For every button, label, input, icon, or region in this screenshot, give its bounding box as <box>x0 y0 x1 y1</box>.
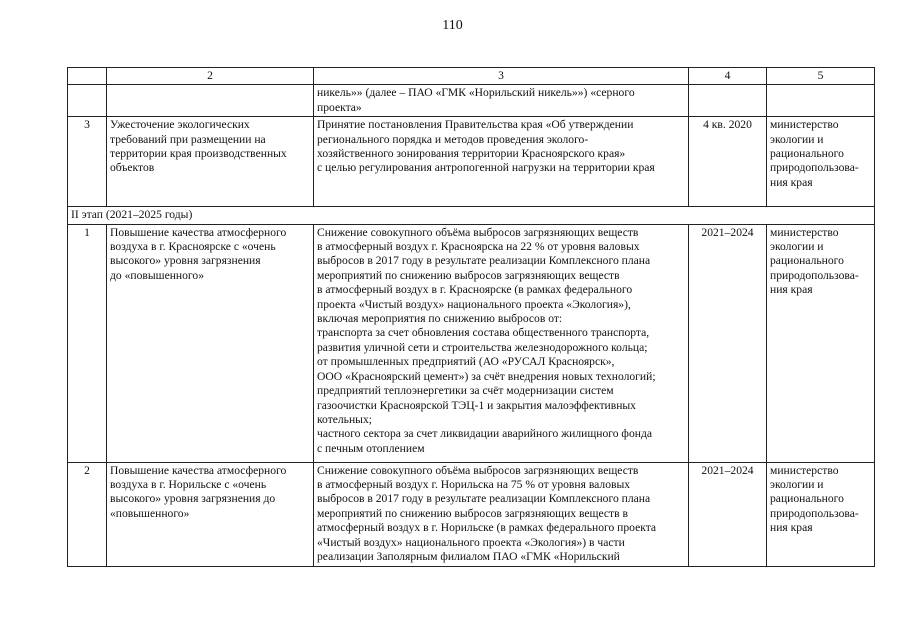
header-col-4: 4 <box>689 68 767 85</box>
period-cell: 2021–2024 <box>689 462 767 566</box>
measure-cell <box>314 117 689 207</box>
row-number: 2 <box>68 462 107 566</box>
measure-line: с целью регулирования антропогенной нагрузки на территории края <box>317 161 655 175</box>
measure-cell <box>314 224 689 462</box>
stage-label: II этап (2021–2025 годы) <box>68 207 875 224</box>
measure-line: выбросов в 2017 году в результате реализации Комплексного плана <box>317 254 651 268</box>
measure-line: предприятий теплоэнергетики за счёт модернизации систем <box>317 384 614 398</box>
row-number: 3 <box>68 117 107 207</box>
measure-cell <box>314 85 689 117</box>
measure-line: в атмосферный воздух в г. Красноярске (в рамках федерального <box>317 283 633 297</box>
table-row-3 <box>68 117 875 207</box>
table-row-stage2-2 <box>68 462 875 566</box>
measure-line: ООО «Красноярский цемент») за счёт внедрения новых технологий; <box>317 369 656 383</box>
stage-row <box>68 207 875 224</box>
measure-line: мероприятий по снижению выбросов загрязняющих веществ <box>317 268 620 282</box>
measure-line: от промышленных предприятий (АО «РУСАЛ Красноярск», <box>317 355 615 369</box>
period-cell: 4 кв. 2020 <box>689 117 767 207</box>
measure-line: мероприятий по снижению выбросов загрязняющих веществ в <box>317 506 628 520</box>
measure-line: проекта» <box>317 100 362 114</box>
measure-line: реализации Заполярным филиалом ПАО «ГМК «Норильский <box>317 550 620 564</box>
measure-line: транспорта за счет обновления состава общественного транспорта, <box>317 326 650 340</box>
cell-empty <box>68 85 107 117</box>
measure-line: частного сектора за счет ликвидации аварийного жилищного фонда <box>317 427 652 441</box>
task-cell: Ужесточение экологических требований при размещении на территории края производственных объектов <box>107 117 314 207</box>
measure-line: включая мероприятия по снижению выбросов от: <box>317 312 563 326</box>
period-cell: 2021–2024 <box>689 224 767 462</box>
row-number: 1 <box>68 224 107 462</box>
table-row-stage2-1 <box>68 224 875 462</box>
table-row-continued <box>68 85 875 117</box>
measure-line: в атмосферный воздух г. Красноярска на 22 % от уровня валовых <box>317 240 640 254</box>
measure-line: Принятие постановления Правительства края «Об утверждении <box>317 118 634 132</box>
cell-empty <box>767 85 875 117</box>
measures-table <box>67 67 875 567</box>
header-col-2: 2 <box>107 68 314 85</box>
measure-line: котельных; <box>317 412 372 426</box>
measure-cell <box>314 462 689 566</box>
measure-line: атмосферный воздух в г. Норильске (в рамках федерального проекта <box>317 521 657 535</box>
measure-line: никель»» (далее – ПАО «ГМК «Норильский никель»») «серного <box>317 86 635 100</box>
measure-line: хозяйственного зонирования территории Красноярского края» <box>317 147 626 161</box>
responsible-cell: министерство экологии и рационального природопользова- ния края <box>767 462 875 566</box>
table-header-row <box>68 68 875 85</box>
responsible-cell: министерство экологии и рационального природопользова- ния края <box>767 224 875 462</box>
header-col-1 <box>68 68 107 85</box>
cell-empty <box>107 85 314 117</box>
measure-line: «Чистый воздух» национального проекта «Экология») в части <box>317 535 625 549</box>
header-col-5: 5 <box>767 68 875 85</box>
measure-line: Снижение совокупного объёма выбросов загрязняющих веществ <box>317 225 639 239</box>
measure-line: выбросов в 2017 году в результате реализации Комплексного плана <box>317 492 651 506</box>
measure-line: развития уличной сети и строительства железнодорожного кольца; <box>317 340 648 354</box>
measure-line: проекта «Чистый воздух» национального проекта «Экология»), <box>317 297 631 311</box>
page-number: 110 <box>442 18 463 33</box>
measure-line: регионального порядка и методов проведения эколого- <box>317 132 589 146</box>
task-cell: Повышение качества атмосферного воздуха в г. Норильске с «очень высокого» уровня загрязнения до «повышенного» <box>107 462 314 566</box>
measure-line: в атмосферный воздух г. Норильска на 75 % от уровня валовых <box>317 478 631 492</box>
measure-line: с печным отоплением <box>317 441 425 455</box>
measure-line: газоочистки Красноярской ТЭЦ-1 и закрытия малоэффективных <box>317 398 636 412</box>
cell-empty <box>689 85 767 117</box>
responsible-cell: министерство экологии и рационального природопользова- ния края <box>767 117 875 207</box>
task-cell: Повышение качества атмосферного воздуха в г. Красноярске с «очень высокого» уровня загрязнения до «повышенного» <box>107 224 314 462</box>
measure-line: Снижение совокупного объёма выбросов загрязняющих веществ <box>317 463 639 477</box>
header-col-3: 3 <box>314 68 689 85</box>
